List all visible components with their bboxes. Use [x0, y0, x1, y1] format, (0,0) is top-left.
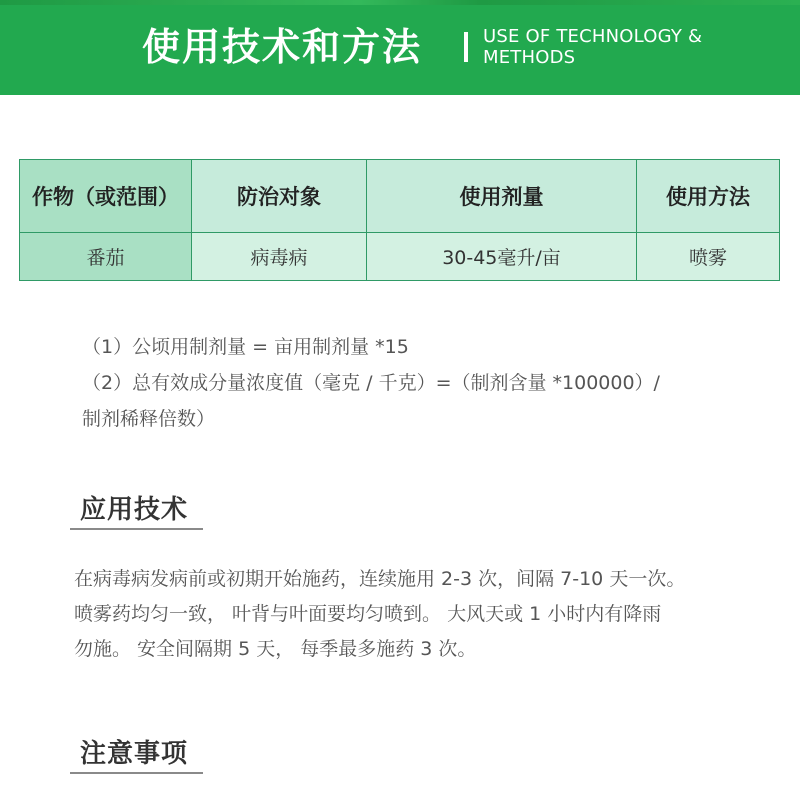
banner-top-strip	[0, 0, 800, 5]
dosage-notes	[82, 329, 762, 437]
application-paragraph	[74, 562, 774, 667]
note-line: （1）公顷用制剂量 = 亩用制剂量 *15	[82, 336, 409, 358]
section-underline-application	[70, 528, 203, 530]
paragraph-line: 喷雾药均匀一致， 叶背与叶面要均匀喷到。 大风天或 1 小时内有降雨	[74, 603, 662, 625]
table-cell-method: 喷雾	[637, 233, 780, 281]
english-subtitle-line2: METHODS	[483, 47, 576, 68]
table-cell-dosage: 30-45毫升/亩	[367, 233, 637, 281]
paragraph-line: 在病毒病发病前或初期开始施药，连续施用 2-3 次，间隔 7-10 天一次。	[74, 568, 686, 590]
header-banner	[0, 0, 800, 95]
section-title-application: 应用技术	[80, 495, 189, 525]
table-header-row	[20, 160, 780, 233]
table-header-target: 防治对象	[192, 160, 367, 233]
table-header-crop: 作物（或范围）	[20, 160, 192, 233]
usage-table	[19, 159, 780, 281]
title-divider	[464, 32, 468, 62]
table-header-dosage: 使用剂量	[367, 160, 637, 233]
section-underline-precautions	[70, 772, 203, 774]
table-header-method: 使用方法	[637, 160, 780, 233]
english-subtitle-line1: USE OF TECHNOLOGY &	[483, 26, 703, 47]
note-line: 制剂稀释倍数）	[82, 408, 216, 430]
table-cell-crop: 番茄	[20, 233, 192, 281]
paragraph-line: 勿施。 安全间隔期 5 天， 每季最多施药 3 次。	[74, 638, 477, 660]
table-cell-target: 病毒病	[192, 233, 367, 281]
note-line: （2）总有效成分量浓度值（毫克 / 千克）=（制剂含量 *100000）/	[82, 372, 660, 394]
section-title-precautions: 注意事项	[80, 739, 189, 769]
english-subtitle	[483, 26, 702, 68]
table-row	[20, 233, 780, 281]
page-title: 使用技术和方法	[142, 25, 423, 69]
